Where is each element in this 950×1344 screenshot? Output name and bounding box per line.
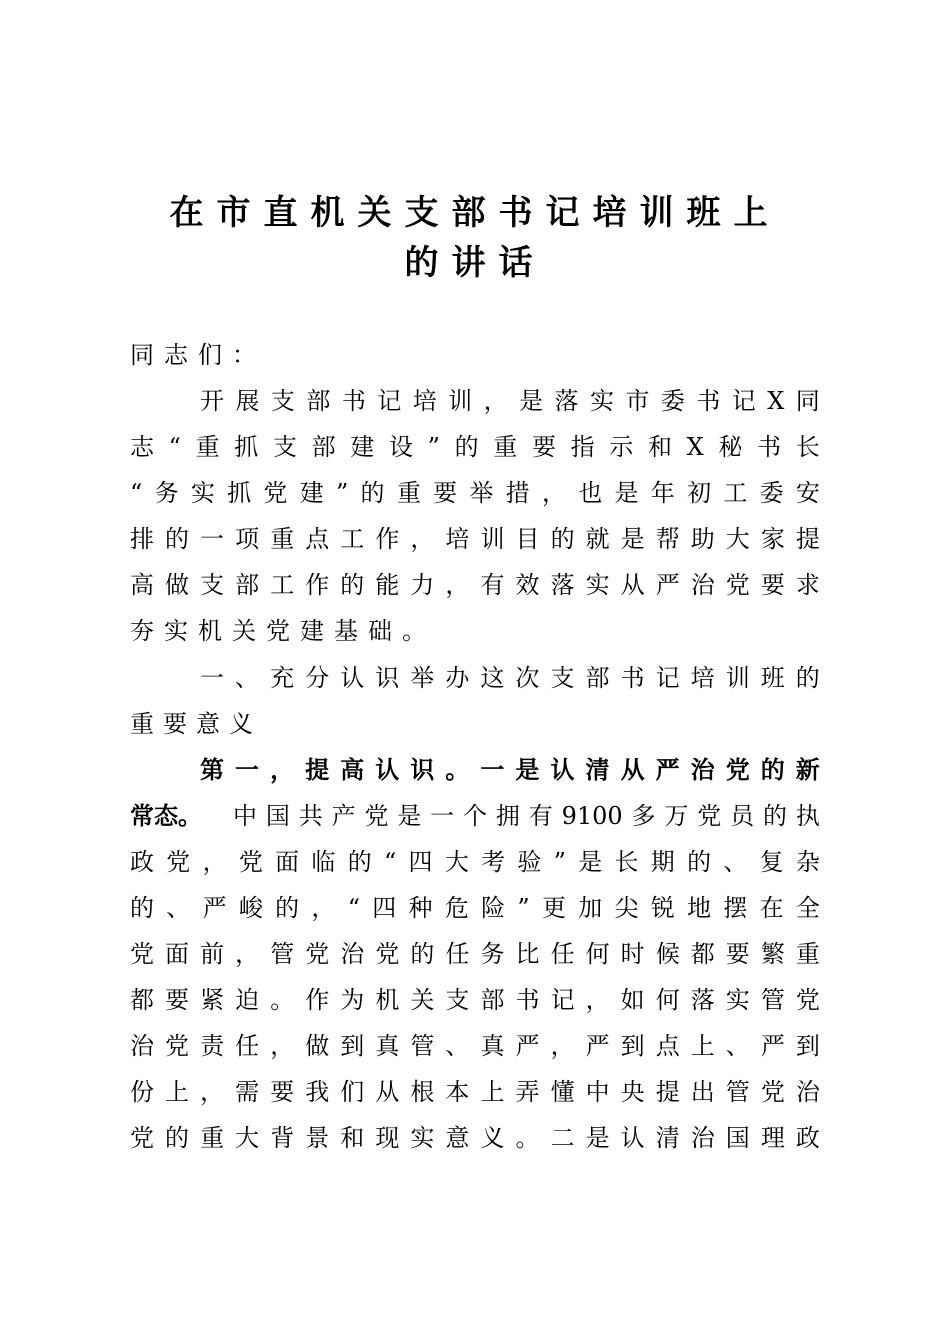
para-line: 党 面 前 ， 管 党 治 党 的 任 务 比 任 何 时 候 都 要 繁 重 xyxy=(130,940,820,968)
intro-line: 高 做 支 部 工 作 的 能 力 ， 有 效 落 实 从 严 治 党 要 求 xyxy=(130,571,820,599)
section-heading: 一 、 充 分 认 识 举 办 这 次 支 部 书 记 培 训 班 的 xyxy=(200,664,820,692)
section-heading: 重要意义 xyxy=(130,710,262,738)
greeting: 同志们： xyxy=(130,341,266,369)
intro-line: 排 的 一 项 重 点 工 作 ， 培 训 目 的 就 是 帮 助 大 家 提 xyxy=(130,525,820,553)
para-line: 治 党 责 任 ， 做 到 真 管 、 真 严 ， 严 到 点 上 、 严 到 xyxy=(130,1032,820,1060)
para-bold-line: 第 一 ， 提 高 认 识 。 一 是 认 清 从 严 治 党 的 新 xyxy=(200,755,820,784)
intro-line: 夯实机关党建基础。 xyxy=(130,617,436,645)
para-bold-segment: 常态。 xyxy=(130,801,202,830)
intro-line: 开 展 支 部 书 记 培 训 ， 是 落 实 市 委 书 记 X 同 xyxy=(200,387,820,415)
para-line: 份 上 ， 需 要 我 们 从 根 本 上 弄 懂 中 央 提 出 管 党 治 xyxy=(130,1078,820,1106)
title-line-2: 的讲话 xyxy=(404,243,546,283)
title-line-1: 在市直机关支部书记培训班上 xyxy=(169,193,781,233)
para-line: 党 的 重 大 背 景 和 现 实 意 义 。 二 是 认 清 治 国 理 政 xyxy=(130,1124,820,1152)
para-line: 的 、 严 峻 的 ， “ 四 种 危 险 ” 更 加 尖 锐 地 摆 在 全 xyxy=(130,894,820,922)
intro-line: 志 “ 重 抓 支 部 建 设 ” 的 重 要 指 示 和 X 秘 书 长 xyxy=(130,433,820,461)
para-line-rest: 中 国 共 产 党 是 一 个 拥 有 9100 多 万 党 员 的 执 xyxy=(233,802,820,830)
para-line: 都 要 紧 迫 。 作 为 机 关 支 部 书 记 ， 如 何 落 实 管 党 xyxy=(130,986,820,1014)
document-title xyxy=(130,188,820,288)
intro-line: “ 务 实 抓 党 建 ” 的 重 要 举 措 ， 也 是 年 初 工 委 安 xyxy=(130,479,820,507)
para-line: 政 党 ， 党 面 临 的 “ 四 大 考 验 ” 是 长 期 的 、 复 杂 xyxy=(130,848,820,876)
